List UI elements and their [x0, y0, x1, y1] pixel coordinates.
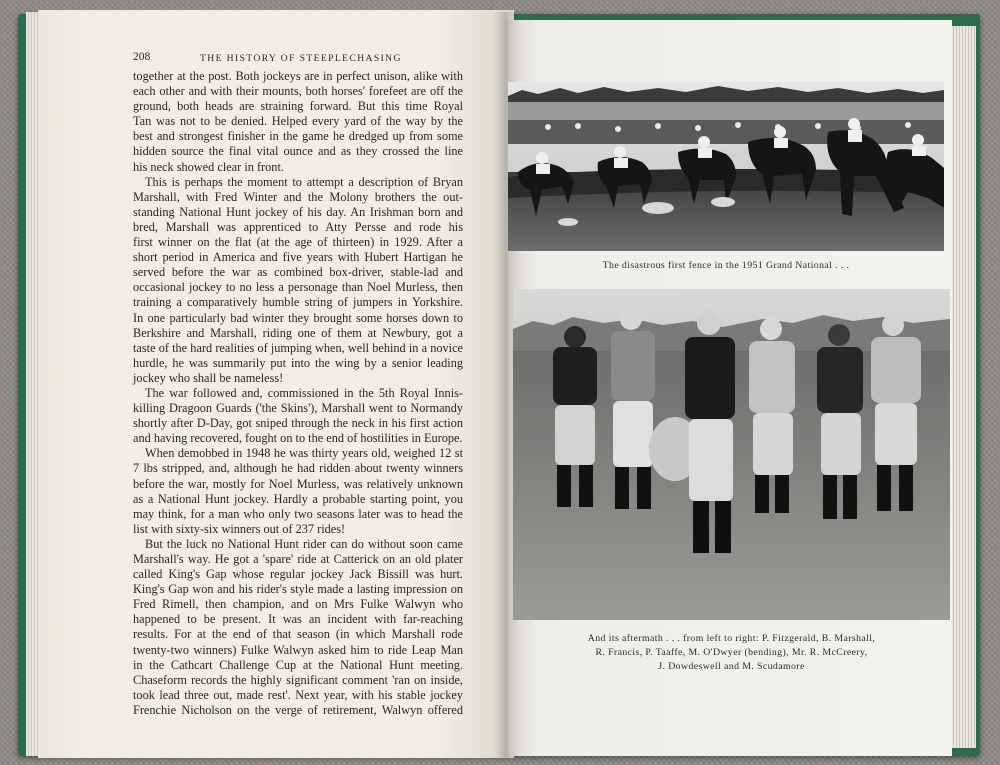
- caption-line: And its aftermath . . . from left to right: P. Fitzgerald, B. Marshall,: [587, 633, 876, 644]
- text-line: twenty-two winners) Fulke Walwyn asked him to ride Leap Man: [133, 642, 463, 657]
- text-line: hidden source the final vital ounce and as they crossed the line: [133, 144, 463, 159]
- text-line: may think, for a man who only two seasons later was to head the: [133, 506, 463, 521]
- text-line: happened to be present. It was an incident with far-reaching: [133, 612, 463, 627]
- text-line: The war followed and, commissioned in the 5th Royal Innis-: [145, 385, 463, 400]
- text-line: in the Cathcart Challenge Cup at the National Hunt meeting.: [133, 657, 463, 672]
- text-line: This is perhaps the moment to attempt a description of Bryan: [145, 174, 463, 189]
- text-line: 7 lbs stripped, and, although he had ridden about twenty winners: [133, 461, 463, 476]
- text-line: bred, Marshall was apprenticed to Atty Persse and rode his: [133, 219, 463, 234]
- text-line: standing National Hunt jockey of his day. An Irishman born and: [133, 204, 463, 219]
- text-line: Frenchie Nicholson on the verge of retirement, Walwyn offered: [133, 702, 463, 717]
- text-line: But the luck no National Hunt rider can do without soon came: [145, 536, 463, 551]
- text-line: best and strongest finisher in the game he dredged up from some: [133, 129, 463, 144]
- text-line: Marshall, with Fred Winter and the Molony brothers the out-: [133, 189, 463, 204]
- text-line: Fred Rimell, then champion, and on Mrs Fulke Walwyn who: [133, 597, 463, 612]
- text-line: served before the war as combined box-driver, stable-lad and: [133, 265, 463, 280]
- text-line: together at the post. Both jockeys are in perfect unison, alike with: [133, 69, 463, 83]
- text-line: shortly after D-Day, got sniped through the neck in his first action: [133, 416, 463, 431]
- text-line: results. For at the end of that season (in which Marshall rode: [133, 627, 463, 642]
- photo-caption-aftermath: [513, 632, 950, 674]
- text-line: Tan was not to be denied. Helped every yard of the way by the: [133, 114, 463, 129]
- text-line: hurdle, he was summarily put into the wing by a senior leading: [133, 355, 463, 370]
- photo-caption-first-fence: The disastrous first fence in the 1951 Grand National . . .: [602, 260, 850, 271]
- text-line: occasional jockey to no less a personage than Noel Murless, then: [133, 280, 463, 295]
- jockeys-group-photo: [513, 289, 950, 620]
- text-line: as a National Hunt jockey. Hardly a probable starting point, you: [133, 491, 463, 506]
- text-line: his neck showed clear in front.: [133, 159, 284, 174]
- text-line: killing Dragoon Guards ('the Skins'), Marshall went to Normandy: [133, 401, 463, 416]
- text-line: In one particularly bad winter they brought some horses down to: [133, 310, 463, 325]
- text-line: King's Gap won and his rider's style made a lasting impression on: [133, 582, 463, 597]
- page-number: 208: [133, 51, 151, 63]
- running-head: THE HISTORY OF STEEPLECHASING: [200, 53, 402, 64]
- caption-line: J. Dowdeswell and M. Scudamore: [658, 661, 805, 672]
- text-line: took lead three out, made rest'. Next year, with his stable jockey: [133, 687, 463, 702]
- text-line: Chaseform records the highly significant comment 'ran on inside,: [133, 672, 463, 687]
- text-line: Berkshire and Marshall, riding one of them at Newbury, got a: [133, 325, 463, 340]
- text-line: each other and with their mounts, both horses' forefeet are off the: [133, 84, 463, 99]
- text-line: ground, both heads are straining forward. But this time Royal: [133, 99, 463, 114]
- text-line: training a comparatively humble string of jumpers in Yorkshire.: [133, 295, 463, 310]
- text-line: list with sixty-six winners out of 237 rides!: [133, 521, 346, 536]
- race-fence-photo: [508, 82, 944, 251]
- text-line: and having recovered, fought on to the end of hostilities in Europe.: [133, 431, 463, 446]
- caption-line: R. Francis, P. Taaffe, M. O'Dwyer (bending), Mr. R. McCreery,: [595, 647, 868, 658]
- text-line: When demobbed in 1948 he was thirty years old, weighed 12 st: [145, 446, 463, 461]
- right-page-edges: [948, 26, 976, 748]
- body-text: [133, 69, 463, 718]
- text-line: Marshall's way. He got a 'spare' ride at Catterick on an old plater: [133, 552, 463, 566]
- text-line: called King's Gap whose regular jockey Jack Bissill was hurt.: [133, 567, 463, 582]
- text-line: first winner on the flat (at the age of thirteen) in 1929. After a: [133, 235, 463, 250]
- text-line: jockey who shall be nameless!: [133, 370, 284, 385]
- text-line: taste of the hard realities of jumping when, well behind in a novice: [133, 340, 463, 355]
- text-line: short period in America and five years with Hubert Hartigan he: [133, 250, 463, 265]
- text-line: before the war, mostly for Noel Murless, was relatively unknown: [133, 476, 463, 491]
